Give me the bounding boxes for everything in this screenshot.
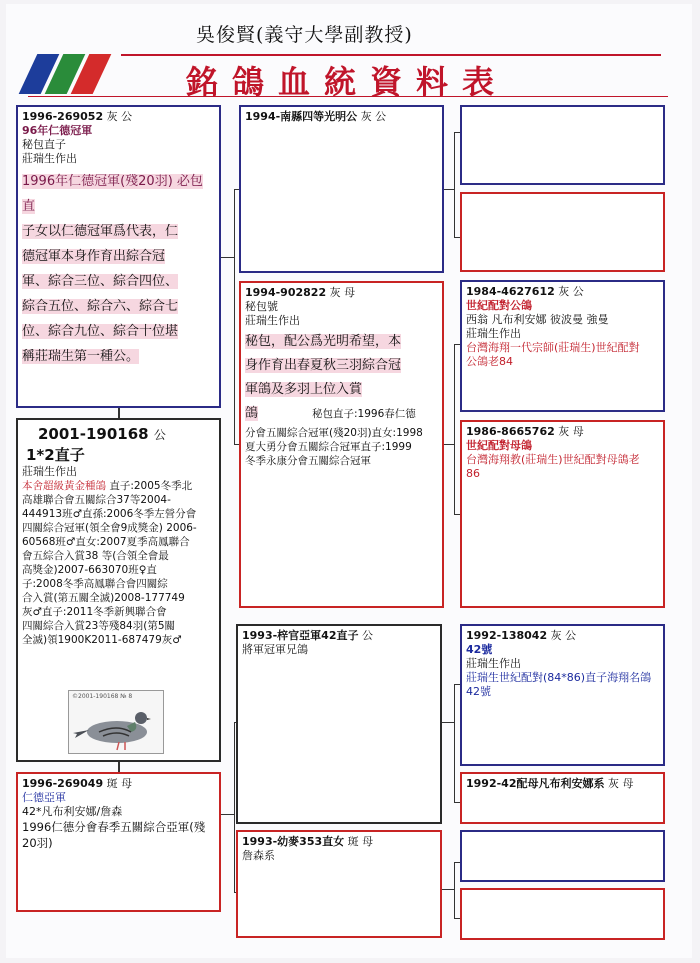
sire-dam-desc-tail: 秘包直子:1996春仁德 xyxy=(312,408,416,420)
g3-ds-sire-box xyxy=(460,624,665,766)
g3-sd-sire-desc-line: 公鴿老84 xyxy=(466,355,513,368)
dam-sire-name: 將軍冠軍兄鴿 xyxy=(242,643,308,656)
g3-ds-sire-desc-line: 42號 xyxy=(466,685,491,698)
subject-desc-line: 高獎金)2007-663070班♀直 xyxy=(22,564,157,576)
connector xyxy=(444,444,454,445)
dam-dam-box xyxy=(236,830,442,938)
dam-color: 斑 母 xyxy=(106,777,133,790)
author-line: 吳俊賢(義守大學副教授) xyxy=(196,24,413,46)
g3-sd-dam-desc-line: 86 xyxy=(466,467,480,480)
g3-ds-sire-name: 42號 xyxy=(466,643,493,656)
g3-empty-box xyxy=(460,192,665,272)
subject-desc-line: 444913班♂直孫:2006冬季左營分會 xyxy=(22,508,197,520)
subject-desc-line: 四關綜合入賞23等殘84羽(第5關 xyxy=(22,620,175,632)
connector xyxy=(220,257,234,258)
subject-box xyxy=(16,418,221,762)
sire-title: 96年仁德冠軍 xyxy=(22,124,93,137)
sire-dam-small-line: 夏大勇分會五關綜合冠軍直子:1999 xyxy=(245,441,412,453)
pedigree-sheet xyxy=(6,4,692,958)
subject-desc-line: 子:2008冬季高鳳聯合會四關綜 xyxy=(22,578,168,590)
g3-sd-dam-box xyxy=(460,420,665,608)
g3-sd-dam-title: 世紀配對母鴿 xyxy=(466,439,532,452)
dam-box xyxy=(16,772,221,912)
subject-desc-line: 直子:2005冬季北 xyxy=(109,480,193,492)
sire-dam-desc-line: 鴿 xyxy=(245,406,259,421)
sire-box xyxy=(16,105,221,408)
g3-empty-box xyxy=(460,105,665,185)
g3-ds-sire-color: 灰 公 xyxy=(550,629,577,642)
sire-dam-desc-line: 秘包，配公爲光明希望，本 xyxy=(245,334,402,349)
sire-dam-small-line: 冬季永康分會五關綜合冠軍 xyxy=(245,455,371,467)
dam-sire-color: 公 xyxy=(362,629,373,642)
sire-desc-line: 軍、綜合三位、綜合四位、 xyxy=(22,274,179,289)
g3-sd-sire-color: 灰 公 xyxy=(558,285,584,298)
sire-dam-ring: 1994-902822 xyxy=(245,286,327,299)
photo-caption: ©2001-190168 № 8 xyxy=(72,693,133,700)
sire-desc-line: 子女以仁德冠軍爲代表，仁 xyxy=(22,224,179,239)
subject-desc-line: 會五綜合入賞38 等(合領全會最 xyxy=(22,550,169,562)
sire-color: 灰 公 xyxy=(106,110,133,123)
sire-ring: 1996-269052 xyxy=(22,110,104,123)
sire-desc-line: 德冠軍本身作育出綜合冠 xyxy=(22,249,166,264)
header-rule-top xyxy=(121,54,661,56)
g3-sd-sire-box xyxy=(460,280,665,412)
g3-sd-dam-color: 灰 母 xyxy=(558,425,584,438)
g3-ds-sire-desc-line: 莊瑞生世紀配對(84*86)直子海翔名鴿 xyxy=(466,671,652,684)
pigeon-photo xyxy=(68,690,164,754)
page-title: 銘鴿血統資料表 xyxy=(186,63,509,101)
sire-sire-box xyxy=(239,105,444,273)
subject-name: 1*2直子 xyxy=(26,446,85,464)
g3-empty-box xyxy=(460,830,665,882)
dam-sire-ring: 1993-梓官亞軍42直子 xyxy=(242,629,359,642)
sire-desc-line: 稱莊瑞生第一種公。 xyxy=(22,349,140,364)
connector xyxy=(444,189,454,190)
dam-dam-color: 斑 母 xyxy=(347,835,374,848)
sire-dam-desc-line: 身作育出春夏秋三羽綜合冠 xyxy=(245,358,402,373)
dam-title: 仁德亞軍 xyxy=(22,791,66,804)
g3-ds-sire-breeder: 莊瑞生作出 xyxy=(466,657,521,670)
dam-desc-line: 1996仁德分會春季五關綜合亞軍(殘 xyxy=(22,820,206,834)
sire-sire-color: 灰 公 xyxy=(360,110,387,123)
dam-sire-box xyxy=(236,624,442,824)
subject-ring: 2001-190168 xyxy=(38,425,149,443)
subject-breeder: 莊瑞生作出 xyxy=(22,465,77,478)
connector xyxy=(442,889,454,890)
g3-sd-dam-ring: 1986-8665762 xyxy=(466,425,555,438)
g3-empty-box xyxy=(460,888,665,940)
g3-sd-sire-ring: 1984-4627612 xyxy=(466,285,555,298)
connector xyxy=(220,814,234,815)
g3-ds-dam-box xyxy=(460,772,665,824)
sire-dam-desc-line: 軍鴿及多羽上位入賞 xyxy=(245,382,363,397)
sire-desc-line: 綜合五位、綜合六、綜合七 xyxy=(22,299,179,314)
dam-ring: 1996-269049 xyxy=(22,777,104,790)
g3-ds-dam-color: 灰 母 xyxy=(608,777,634,790)
g3-sd-sire-desc-line: 台灣海翔一代宗師(莊瑞生)世紀配對 xyxy=(466,341,640,354)
subject-desc-lead: 本舍超級黃金種鴿 xyxy=(22,480,106,492)
subject-desc-line: 高雄聯合會五關綜合37等2004- xyxy=(22,494,171,506)
g3-sd-dam-desc-line: 台灣海翔教(莊瑞生)世紀配對母鴿老 xyxy=(466,453,640,466)
connector xyxy=(234,722,235,892)
sire-dam-box xyxy=(239,281,444,608)
sire-breeder: 莊瑞生作出 xyxy=(22,152,77,165)
connector xyxy=(442,722,454,723)
sire-dam-name: 秘包號 xyxy=(245,300,278,313)
subject-desc-line: 60568班♂直女:2007夏季高鳳聯合 xyxy=(22,536,190,548)
g3-ds-sire-ring: 1992-138042 xyxy=(466,629,548,642)
dam-name: 42*凡布利安娜/詹森 xyxy=(22,805,123,818)
subject-desc-line: 灰♂直子:2011冬季新興聯合會 xyxy=(22,606,167,618)
sire-desc-line: 1996年仁德冠軍(殘20羽) 必包直 xyxy=(22,174,203,214)
connector xyxy=(454,684,455,802)
connector xyxy=(454,344,455,514)
connector xyxy=(454,132,455,237)
dam-dam-ring: 1993-幼麥353直女 xyxy=(242,835,345,848)
connector xyxy=(454,862,455,918)
connector xyxy=(234,189,235,444)
dam-desc-line: 20羽) xyxy=(22,836,53,850)
subject-desc-line: 全滅)領1900K2011-687479灰♂ xyxy=(22,634,182,646)
subject-desc-line: 四關綜合冠軍(領全會9成獎金) 2006- xyxy=(22,522,197,534)
sire-dam-breeder: 莊瑞生作出 xyxy=(245,314,300,327)
sire-dam-color: 灰 母 xyxy=(329,286,356,299)
subject-desc-line: 合入賞(第五關全滅)2008-177749 xyxy=(22,592,185,604)
sire-sire-ring: 1994-南縣四等光明公 xyxy=(245,110,358,123)
sire-name: 秘包直子 xyxy=(22,138,66,151)
g3-sd-sire-breeder: 莊瑞生作出 xyxy=(466,327,521,340)
dam-dam-name: 詹森系 xyxy=(242,849,275,862)
g3-sd-sire-title: 世紀配對公鴿 xyxy=(466,299,532,312)
pigeon-icon xyxy=(69,702,163,754)
g3-ds-dam-ring: 1992-42配母凡布利安娜系 xyxy=(466,777,605,790)
subject-sex: 公 xyxy=(153,428,166,442)
sire-dam-small-line: 分會五關綜合冠軍(殘20羽)直女:1998 xyxy=(245,427,423,439)
sire-desc-line: 位、綜合九位、綜合十位堪 xyxy=(22,324,179,339)
g3-sd-sire-names: 西翁 凡布利安娜 彼波曼 強曼 xyxy=(466,313,609,326)
